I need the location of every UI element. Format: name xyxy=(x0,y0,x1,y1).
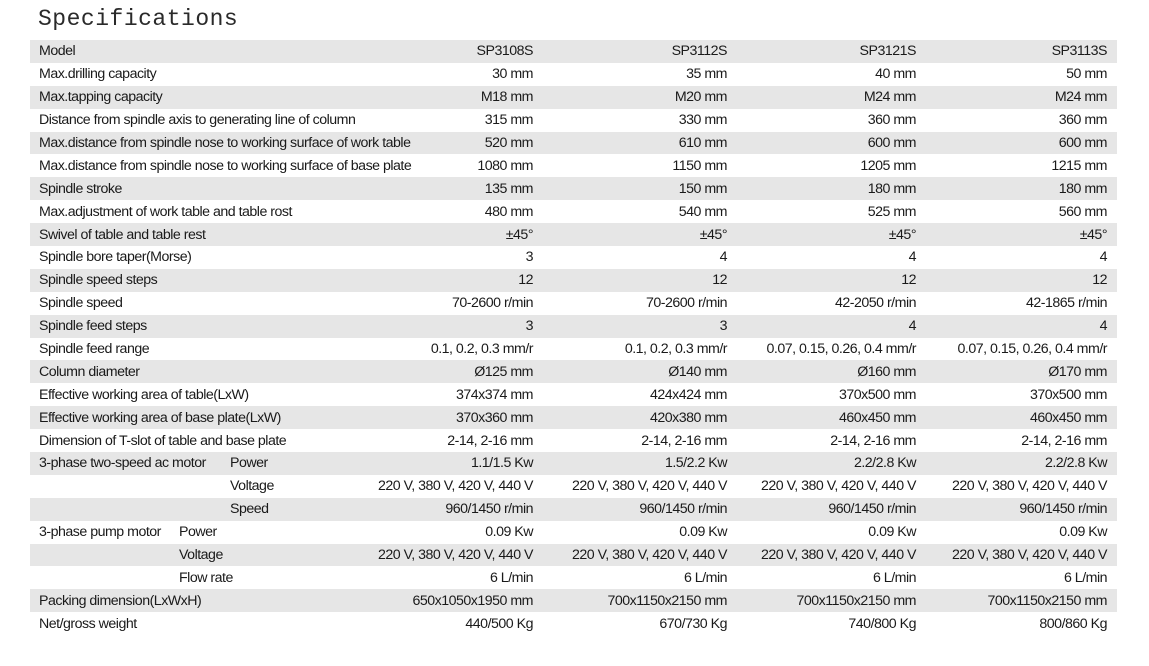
cell-sp3108s: 3 xyxy=(525,318,533,335)
cell-sp3113s: 700x1150x2150 mm xyxy=(987,592,1107,609)
cell-sp3121s: 370x500 mm xyxy=(838,386,916,403)
row-label xyxy=(30,406,370,429)
cell-sp3113s: M24 mm xyxy=(1054,89,1107,106)
table-row xyxy=(30,498,1117,521)
cell-sp3112s: 35 mm xyxy=(686,66,727,83)
row-label xyxy=(30,40,370,63)
cell-sp3113s: 6 L/min xyxy=(1063,569,1107,586)
cell-sp3113s: 800/860 Kg xyxy=(1039,615,1107,632)
row-label-text: Dimension of T-slot of table and base plate xyxy=(39,432,287,449)
row-label xyxy=(30,109,370,132)
cell-sp3112s: 1150 mm xyxy=(672,157,727,174)
row-sub-label: Voltage xyxy=(179,547,223,564)
cell-sp3113s: 2-14, 2-16 mm xyxy=(1021,432,1107,449)
cell-sp3113s: 460x450 mm xyxy=(1029,409,1107,426)
cell-sp3121s: 4 xyxy=(908,249,916,266)
row-label xyxy=(30,63,370,86)
row-label xyxy=(30,269,370,292)
cell-sp3108s: 30 mm xyxy=(492,66,533,83)
row-label-text: Max.drilling capacity xyxy=(39,66,157,83)
cell-sp3121s: 740/800 Kg xyxy=(848,615,916,632)
table-row xyxy=(30,452,1117,475)
table-row xyxy=(30,566,1117,589)
cell-sp3121s: 42-2050 r/min xyxy=(834,295,916,312)
table-row xyxy=(30,246,1117,269)
cell-sp3112s: 330 mm xyxy=(678,112,727,129)
table-row xyxy=(30,360,1117,383)
cell-sp3113s: 180 mm xyxy=(1058,180,1107,197)
row-label xyxy=(30,383,370,406)
table-row xyxy=(30,86,1117,109)
cell-sp3121s: 12 xyxy=(901,272,916,289)
cell-sp3108s: 3 xyxy=(525,249,533,266)
cell-sp3108s: 1.1/1.5 Kw xyxy=(470,455,533,472)
cell-sp3113s: Ø170 mm xyxy=(1048,363,1107,380)
row-label xyxy=(30,429,370,452)
row-label xyxy=(30,246,370,269)
cell-sp3108s: ±45° xyxy=(505,226,533,243)
row-label-text: Spindle speed xyxy=(39,295,123,312)
cell-sp3121s: 2-14, 2-16 mm xyxy=(830,432,916,449)
cell-sp3113s: 370x500 mm xyxy=(1029,386,1107,403)
row-sub-label: Flow rate xyxy=(179,569,233,586)
row-label xyxy=(30,292,370,315)
cell-sp3121s: 960/1450 r/min xyxy=(828,501,916,518)
row-label-text: Swivel of table and table rest xyxy=(39,226,206,243)
cell-sp3113s: 50 mm xyxy=(1066,66,1107,83)
cell-sp3112s: 0.1, 0.2, 0.3 mm/r xyxy=(624,341,727,358)
table-row xyxy=(30,383,1117,406)
cell-sp3108s: 520 mm xyxy=(484,135,533,151)
cell-sp3113s: 1215 mm xyxy=(1051,157,1107,174)
row-label xyxy=(30,521,370,544)
cell-sp3113s: SP3113S xyxy=(1051,43,1107,60)
cell-sp3121s: 0.07, 0.15, 0.26, 0.4 mm/r xyxy=(766,341,916,358)
table-row xyxy=(30,132,1117,155)
table-row xyxy=(30,589,1117,612)
cell-sp3112s: Ø140 mm xyxy=(668,363,727,380)
table-row xyxy=(30,63,1117,86)
table-row xyxy=(30,177,1117,200)
cell-sp3112s: 220 V, 380 V, 420 V, 440 V xyxy=(571,478,727,495)
cell-sp3112s: 6 L/min xyxy=(683,569,727,586)
table-row xyxy=(30,269,1117,292)
cell-sp3121s: 600 mm xyxy=(867,135,916,151)
cell-sp3113s: 4 xyxy=(1099,318,1107,335)
cell-sp3112s: 70-2600 r/min xyxy=(645,295,727,312)
cell-sp3121s: 4 xyxy=(908,318,916,335)
cell-sp3112s: SP3112S xyxy=(671,43,727,60)
cell-sp3108s: 370x360 mm xyxy=(455,409,533,426)
cell-sp3113s: 360 mm xyxy=(1058,112,1107,129)
cell-sp3112s: 2-14, 2-16 mm xyxy=(641,432,727,449)
table-row xyxy=(30,544,1117,567)
row-label xyxy=(30,86,370,109)
cell-sp3121s: M24 mm xyxy=(863,89,916,106)
table-row xyxy=(30,521,1117,544)
cell-sp3108s: SP3108S xyxy=(476,43,533,60)
row-label-text: Spindle stroke xyxy=(39,180,122,197)
cell-sp3121s: 220 V, 380 V, 420 V, 440 V xyxy=(760,478,916,495)
cell-sp3108s: 480 mm xyxy=(484,203,533,220)
cell-sp3121s: 40 mm xyxy=(875,66,916,83)
cell-sp3108s: 12 xyxy=(518,272,533,289)
cell-sp3112s: 1.5/2.2 Kw xyxy=(664,455,727,472)
row-label xyxy=(30,154,412,177)
row-group-label: 3-phase two-speed ac motor xyxy=(39,455,206,472)
cell-sp3108s: 440/500 Kg xyxy=(465,615,533,632)
row-group-label: 3-phase pump motor xyxy=(39,524,161,541)
cell-sp3112s: 420x380 mm xyxy=(649,409,727,426)
cell-sp3121s: 6 L/min xyxy=(872,569,916,586)
table-row xyxy=(30,612,1117,635)
cell-sp3112s: 12 xyxy=(712,272,727,289)
row-label xyxy=(30,132,411,155)
row-label xyxy=(30,200,370,223)
row-label xyxy=(30,589,370,612)
cell-sp3113s: 12 xyxy=(1092,272,1107,289)
table-row xyxy=(30,223,1117,246)
cell-sp3112s: 3 xyxy=(719,318,727,335)
row-label-text: Spindle speed steps xyxy=(39,272,158,289)
table-row xyxy=(30,429,1117,452)
table-row xyxy=(30,154,1117,177)
cell-sp3112s: 4 xyxy=(719,249,727,266)
cell-sp3121s: Ø160 mm xyxy=(857,363,916,380)
specifications-table xyxy=(30,40,1117,635)
cell-sp3112s: 540 mm xyxy=(678,203,727,220)
table-row xyxy=(30,475,1117,498)
row-label-text: Column diameter xyxy=(39,363,140,380)
cell-sp3121s: SP3121S xyxy=(859,43,916,60)
row-label xyxy=(30,338,370,361)
cell-sp3113s: ±45° xyxy=(1079,226,1107,243)
table-header-row xyxy=(30,40,1117,63)
cell-sp3113s: 0.09 Kw xyxy=(1059,524,1107,541)
row-label-text: Spindle feed steps xyxy=(39,318,147,335)
cell-sp3113s: 560 mm xyxy=(1058,203,1107,220)
cell-sp3108s: 650x1050x1950 mm xyxy=(412,592,533,609)
cell-sp3121s: 700x1150x2150 mm xyxy=(796,592,916,609)
row-label-text: Max.tapping capacity xyxy=(39,89,163,106)
table-row xyxy=(30,406,1117,429)
row-label xyxy=(30,475,370,498)
cell-sp3108s: 374x374 mm xyxy=(455,386,533,403)
row-label xyxy=(30,223,370,246)
cell-sp3121s: 180 mm xyxy=(867,180,916,197)
row-sub-label: Power xyxy=(230,455,268,472)
cell-sp3108s: M18 mm xyxy=(480,89,533,106)
cell-sp3121s: 525 mm xyxy=(867,203,916,220)
cell-sp3113s: 600 mm xyxy=(1058,135,1107,151)
cell-sp3113s: 0.07, 0.15, 0.26, 0.4 mm/r xyxy=(957,341,1107,358)
row-label-text: Max.distance from spindle nose to working surface of work table xyxy=(39,135,411,151)
cell-sp3121s: 1205 mm xyxy=(860,157,916,174)
cell-sp3112s: 960/1450 r/min xyxy=(639,501,727,518)
row-label xyxy=(30,612,370,635)
row-label-text: Spindle bore taper(Morse) xyxy=(39,249,192,266)
cell-sp3121s: 360 mm xyxy=(867,112,916,129)
row-label-text: Max.adjustment of work table and table rost xyxy=(39,203,292,220)
cell-sp3113s: 42-1865 r/min xyxy=(1025,295,1107,312)
cell-sp3108s: 220 V, 380 V, 420 V, 440 V xyxy=(377,547,533,564)
row-label xyxy=(30,360,370,383)
row-sub-label: Power xyxy=(179,524,217,541)
row-label xyxy=(30,498,370,521)
cell-sp3108s: 220 V, 380 V, 420 V, 440 V xyxy=(377,478,533,495)
cell-sp3112s: M20 mm xyxy=(674,89,727,106)
cell-sp3112s: 670/730 Kg xyxy=(659,615,727,632)
cell-sp3113s: 220 V, 380 V, 420 V, 440 V xyxy=(951,478,1107,495)
cell-sp3113s: 4 xyxy=(1099,249,1107,266)
cell-sp3121s: 2.2/2.8 Kw xyxy=(853,455,916,472)
cell-sp3121s: 460x450 mm xyxy=(838,409,916,426)
cell-sp3113s: 960/1450 r/min xyxy=(1019,501,1107,518)
cell-sp3108s: Ø125 mm xyxy=(474,363,533,380)
row-label-text: Net/gross weight xyxy=(39,615,137,632)
row-label xyxy=(30,452,370,475)
row-label-text: Effective working area of base plate(LxW) xyxy=(39,409,281,426)
row-label xyxy=(30,315,370,338)
row-label-text: Distance from spindle axis to generating line of column xyxy=(39,112,356,129)
cell-sp3108s: 315 mm xyxy=(484,112,533,129)
row-label-text: Packing dimension(LxWxH) xyxy=(39,592,202,609)
row-label xyxy=(30,177,370,200)
row-label-text: Max.distance from spindle nose to working surface of base plate xyxy=(39,157,412,174)
cell-sp3121s: 220 V, 380 V, 420 V, 440 V xyxy=(760,547,916,564)
table-row xyxy=(30,292,1117,315)
row-label-text: Spindle feed range xyxy=(39,341,150,358)
cell-sp3112s: 220 V, 380 V, 420 V, 440 V xyxy=(571,547,727,564)
cell-sp3112s: ±45° xyxy=(699,226,727,243)
row-label-text: Effective working area of table(LxW) xyxy=(39,386,249,403)
cell-sp3112s: 424x424 mm xyxy=(649,386,727,403)
table-row xyxy=(30,200,1117,223)
cell-sp3113s: 2.2/2.8 Kw xyxy=(1044,455,1107,472)
table-row xyxy=(30,338,1117,361)
cell-sp3108s: 2-14, 2-16 mm xyxy=(447,432,533,449)
row-label-text: Model xyxy=(39,43,76,60)
row-sub-label: Speed xyxy=(230,501,269,518)
cell-sp3108s: 0.09 Kw xyxy=(485,524,533,541)
row-sub-label: Voltage xyxy=(230,478,274,495)
cell-sp3108s: 6 L/min xyxy=(489,569,533,586)
cell-sp3112s: 0.09 Kw xyxy=(679,524,727,541)
cell-sp3112s: 700x1150x2150 mm xyxy=(607,592,727,609)
row-label xyxy=(30,566,370,589)
cell-sp3108s: 135 mm xyxy=(484,180,533,197)
row-label xyxy=(30,544,370,567)
cell-sp3113s: 220 V, 380 V, 420 V, 440 V xyxy=(951,547,1107,564)
table-row xyxy=(30,315,1117,338)
cell-sp3112s: 610 mm xyxy=(678,135,727,151)
cell-sp3112s: 150 mm xyxy=(678,180,727,197)
cell-sp3121s: ±45° xyxy=(888,226,916,243)
table-row xyxy=(30,109,1117,132)
page-title: Specifications xyxy=(38,6,239,32)
cell-sp3121s: 0.09 Kw xyxy=(868,524,916,541)
cell-sp3108s: 960/1450 r/min xyxy=(445,501,533,518)
cell-sp3108s: 70-2600 r/min xyxy=(451,295,533,312)
cell-sp3108s: 1080 mm xyxy=(477,157,533,174)
cell-sp3108s: 0.1, 0.2, 0.3 mm/r xyxy=(430,341,533,358)
